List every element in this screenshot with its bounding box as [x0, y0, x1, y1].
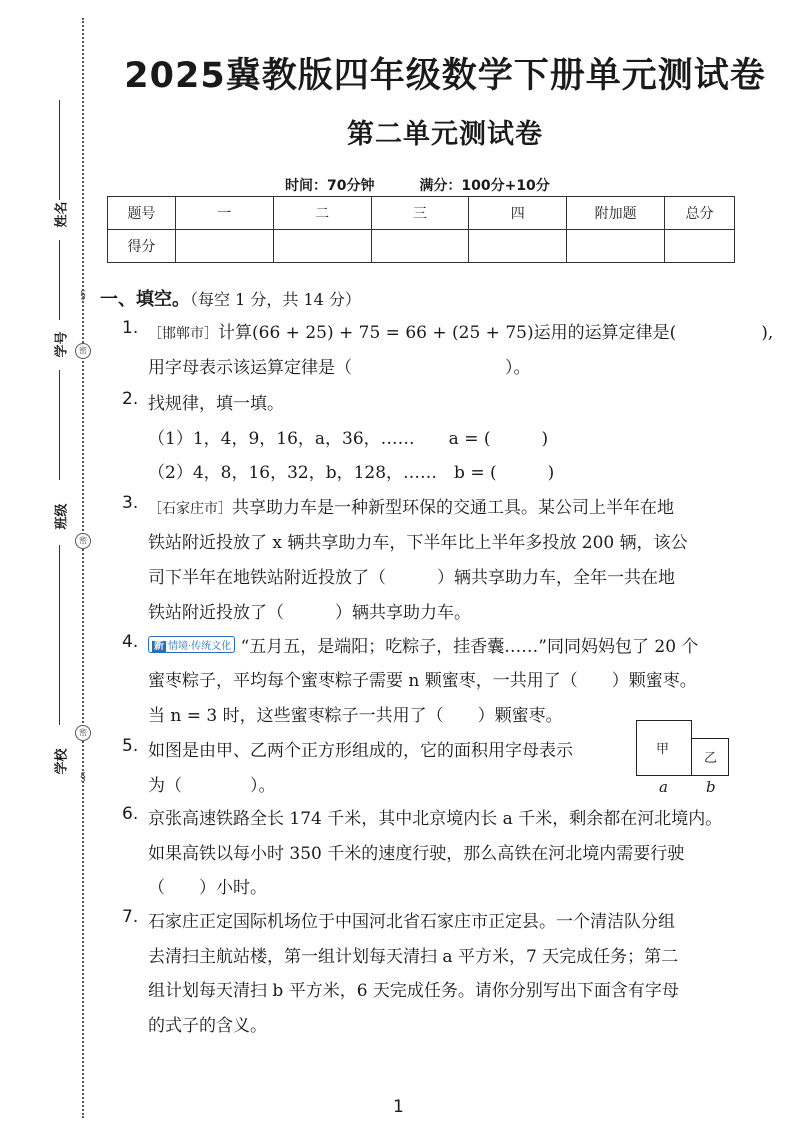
seal-icon: 密 [75, 343, 91, 359]
question-3-line-4: 铁站附近投放了（ ）辆共享助力车。 [148, 603, 471, 623]
table-cell: 附加题 [567, 197, 665, 230]
question-number: 4. [122, 632, 139, 652]
question-1-line-2: 用字母表示该运算定律是（ ）。 [148, 358, 531, 378]
exam-info [285, 175, 590, 195]
table-cell: 三 [371, 197, 469, 230]
name-rule [59, 100, 60, 200]
question-6-line-3: （ ）小时。 [148, 878, 267, 898]
table-cell: 得分 [108, 230, 176, 263]
question-5-line-1: 如图是由甲、乙两个正方形组成的，它的面积用字母表示 [148, 741, 573, 761]
question-number: 5. [122, 736, 139, 756]
region-tag: ［石家庄市］ [148, 501, 232, 517]
school-rule-top [59, 545, 60, 725]
region-tag: ［邯郸市］ [148, 326, 218, 342]
section-title: 一、填空。（每空 1 分，共 14 分） [100, 289, 361, 310]
table-cell: 总分 [665, 197, 735, 230]
exam-full-score: 满分：100分+10分 [419, 178, 550, 194]
page-title: 2025冀教版四年级数学下册单元测试卷 [124, 56, 766, 96]
square-yi-label: 乙 [704, 751, 718, 766]
id-rule-top [59, 240, 60, 320]
score-table-score-row [108, 230, 735, 263]
score-input-cell[interactable] [469, 230, 567, 263]
class-rule-top [59, 370, 60, 480]
question-4-line-1: 新 情境·传统文化 “五月五，是端阳；吃粽子，挂香囊……”同同妈妈包了 20 个 [148, 632, 698, 657]
table-cell: 四 [469, 197, 567, 230]
seal-icon: 密 [75, 725, 91, 741]
score-input-cell[interactable] [273, 230, 371, 263]
question-1-line-1: ［邯郸市］计算(66 + 25) + 75 = 66 + (25 + 75)运用的运算定律是( ), [148, 323, 774, 343]
seal-icon: 密 [75, 533, 91, 549]
square-jia-label: 甲 [656, 742, 670, 757]
question-7-line-4: 的式子的含义。 [148, 1016, 267, 1036]
context-badge: 新 情境·传统文化 [148, 636, 235, 653]
exam-time: 时间：70分钟 [285, 178, 375, 194]
squares-figure [636, 720, 740, 800]
binding-dotted-line [82, 18, 84, 1118]
page-number: 1 [393, 1097, 404, 1117]
question-6-line-1: 京张高速铁路全长 174 千米，其中北京境内长 a 千米，剩余都在河北境内。 [148, 809, 723, 829]
table-cell: 题号 [108, 197, 176, 230]
school-label: 学校 [54, 748, 70, 775]
page-subtitle: 第二单元测试卷 [347, 119, 543, 150]
question-3-line-3: 司下半年在地铁站附近投放了（ ）辆共享助力车，全年一共在地 [148, 568, 675, 588]
student-id-label: 学号 [54, 331, 70, 358]
question-4-line-3: 当 n = 3 时，这些蜜枣粽子一共用了（ ）颗蜜枣。 [148, 706, 563, 726]
question-number: 7. [122, 907, 139, 927]
class-label: 班级 [54, 503, 70, 530]
question-2-line-1: 找规律，填一填。 [148, 394, 284, 414]
new-badge-icon: 新 [154, 641, 164, 652]
question-7-line-1: 石家庄正定国际机场位于中国河北省石家庄市正定县。一个清洁队分组 [148, 912, 675, 932]
question-number: 6. [122, 804, 139, 824]
section-note: （每空 1 分，共 14 分） [190, 290, 361, 309]
question-number: 3. [122, 493, 139, 513]
question-6-line-2: 如果高铁以每小时 350 千米的速度行驶，那么高铁在河北境内需要行驶 [148, 844, 685, 864]
score-input-cell[interactable] [371, 230, 469, 263]
question-3-line-1: ［石家庄市］共享助力车是一种新型环保的交通工具。某公司上半年在地 [148, 498, 674, 518]
question-7-line-3: 组计划每天清扫 b 平方米，6 天完成任务。请你分别写出下面含有字母 [148, 981, 679, 1001]
question-4-line-2: 蜜枣粽子，平均每个蜜枣粽子需要 n 颗蜜枣，一共用了（ ）颗蜜枣。 [148, 671, 697, 691]
score-input-cell[interactable] [567, 230, 665, 263]
question-2-line-3: （2）4，8，16，32，b，128，…… b = ( ) [148, 463, 555, 483]
side-b-label: b [706, 778, 716, 796]
question-number: 2. [122, 389, 139, 409]
question-3-line-2: 铁站附近投放了 x 辆共享助力车，下半年比上半年多投放 200 辆，该公 [148, 533, 688, 553]
binding-mark: § [80, 770, 86, 783]
score-table [107, 196, 735, 263]
table-cell: 二 [273, 197, 371, 230]
question-number: 1. [122, 318, 139, 338]
score-input-cell[interactable] [665, 230, 735, 263]
name-label: 姓名 [54, 201, 70, 228]
side-a-label: a [659, 778, 668, 796]
table-cell: 一 [175, 197, 273, 230]
score-input-cell[interactable] [175, 230, 273, 263]
binding-mark: § [80, 288, 86, 301]
question-5-line-2: 为（ ）。 [148, 776, 276, 796]
question-2-line-2: （1）1，4，9，16，a，36，…… a = ( ) [148, 429, 549, 449]
score-table-header-row [108, 197, 735, 230]
question-7-line-2: 去清扫主航站楼，第一组计划每天清扫 a 平方米，7 天完成任务；第二 [148, 947, 679, 967]
